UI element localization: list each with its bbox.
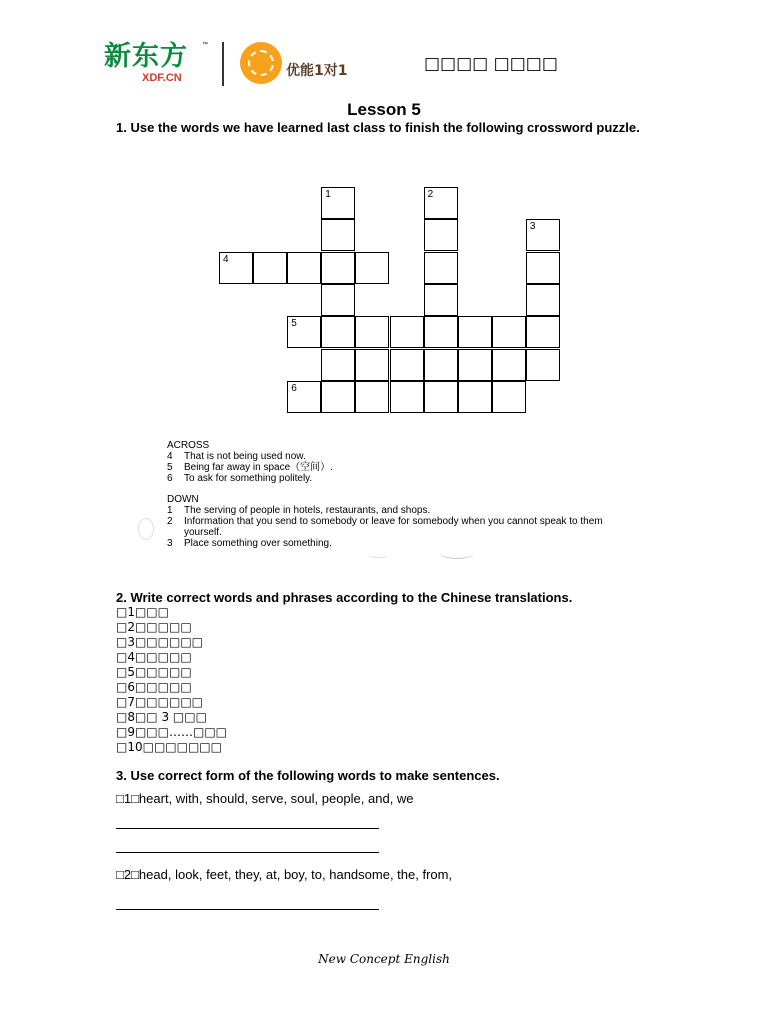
answer-line[interactable] <box>116 828 379 829</box>
crossword-cell[interactable] <box>321 316 355 348</box>
translation-item: □4□□□□□ <box>116 650 192 664</box>
crossword-cell[interactable] <box>424 349 458 381</box>
pencil-scribble <box>440 548 474 559</box>
crossword-cell[interactable] <box>390 381 424 413</box>
crossword-cell[interactable] <box>321 252 355 284</box>
lesson-title: Lesson 5 <box>347 100 421 119</box>
crossword-cell[interactable] <box>253 252 287 284</box>
crossword-cell[interactable] <box>390 316 424 348</box>
answer-line[interactable] <box>116 852 379 853</box>
crossword-cell[interactable] <box>321 219 355 251</box>
crossword-cell[interactable] <box>355 316 389 348</box>
translation-item: □9□□□……□□□ <box>116 725 227 739</box>
question-1-text: 1. Use the words we have learned last class to finish the following crossword puzzle. <box>116 120 640 135</box>
crossword-cell[interactable] <box>321 349 355 381</box>
crossword-cell[interactable] <box>219 252 253 284</box>
translation-item: □3□□□□□□ <box>116 635 203 649</box>
clue-text: That is not being used now. <box>184 451 306 462</box>
crossword-number: 4 <box>223 253 229 265</box>
crossword-cell[interactable] <box>526 349 560 381</box>
across-clue-6 <box>167 473 637 484</box>
crossword-cell[interactable] <box>526 219 560 251</box>
crossword-cell[interactable] <box>458 349 492 381</box>
translation-item: □6□□□□□ <box>116 680 192 694</box>
crossword-cell[interactable] <box>424 219 458 251</box>
crossword-cell[interactable] <box>424 284 458 316</box>
youneng-badge-icon <box>240 42 282 84</box>
clue-text: Place something over something. <box>184 538 332 549</box>
clue-number: 6 <box>167 473 173 484</box>
translation-item: □2□□□□□ <box>116 620 192 634</box>
crossword-cell[interactable] <box>458 381 492 413</box>
crossword-cell[interactable] <box>492 316 526 348</box>
pencil-scribble <box>368 551 388 558</box>
crossword-cell[interactable] <box>424 316 458 348</box>
xdf-logo-cn: 新东方 <box>104 41 188 72</box>
crossword-cell[interactable] <box>355 252 389 284</box>
crossword-cell[interactable] <box>492 349 526 381</box>
clue-number: 4 <box>167 451 173 462</box>
crossword-number: 2 <box>427 189 434 200</box>
crossword-cell[interactable] <box>390 349 424 381</box>
crossword-cell[interactable] <box>321 284 355 316</box>
across-heading: ACROSS <box>167 440 210 451</box>
question-2-text: 2. Write correct words and phrases according to the Chinese translations. <box>116 590 573 605</box>
crossword-cell[interactable] <box>287 316 321 348</box>
crossword-cell[interactable] <box>526 316 560 348</box>
pencil-scribble <box>138 518 154 540</box>
crossword-number: 1 <box>325 189 331 200</box>
crossword-cell[interactable] <box>321 381 355 413</box>
crossword-cell[interactable] <box>424 187 458 219</box>
crossword-number: 3 <box>529 221 536 233</box>
youneng-logo-text: 优能1对1 <box>286 63 348 79</box>
logo-divider <box>222 42 224 86</box>
crossword-cell[interactable] <box>287 252 321 284</box>
crossword-cell[interactable] <box>424 252 458 284</box>
crossword-cell[interactable] <box>424 381 458 413</box>
crossword-cell[interactable] <box>492 381 526 413</box>
clue-number: 2 <box>167 516 173 527</box>
clue-text: Being far away in space（空间）. <box>184 462 333 473</box>
crossword-cell[interactable] <box>526 252 560 284</box>
translation-item: □1□□□ <box>116 605 169 619</box>
clue-number: 5 <box>167 462 173 473</box>
crossword-cell[interactable] <box>321 187 355 219</box>
clue-text: Information that you send to somebody or leave for somebody when you cannot speak to them yourself. <box>184 516 603 538</box>
crossword-number: 5 <box>291 318 297 330</box>
xdf-logo <box>104 41 208 86</box>
crossword-cell[interactable] <box>287 381 321 413</box>
crossword-cell[interactable] <box>355 381 389 413</box>
clue-text: The serving of people in hotels, restaurants, and shops. <box>184 505 431 516</box>
down-clue-2 <box>167 516 637 538</box>
across-clue-4 <box>167 451 637 462</box>
crossword-cell[interactable] <box>526 284 560 316</box>
crossword-cell[interactable] <box>458 316 492 348</box>
xdf-logo-en: XDF.CN <box>142 72 182 84</box>
xdf-logo-tm: ™ <box>202 42 208 48</box>
down-clue-3 <box>167 538 637 549</box>
across-clue-5 <box>167 462 637 473</box>
translation-item: □8□□ 3 □□□ <box>116 710 207 724</box>
translation-item: □5□□□□□ <box>116 665 192 679</box>
clue-number: 1 <box>167 505 173 516</box>
translation-item: □7□□□□□□ <box>116 695 203 709</box>
header-title: □□□□ □□□□ <box>424 54 558 74</box>
crossword-clues <box>167 440 637 549</box>
sentence-prompt-2: □2□head, look, feet, they, at, boy, to, handsome, the, from, <box>116 867 453 882</box>
down-clue-1 <box>167 505 637 516</box>
translation-item: □10□□□□□□□ <box>116 740 222 754</box>
crossword-cell[interactable] <box>355 349 389 381</box>
youneng-logo <box>240 42 360 86</box>
sentence-prompt-1: □1□heart, with, should, serve, soul, people, and, we <box>116 791 414 806</box>
question-3-text: 3. Use correct form of the following words to make sentences. <box>116 768 500 783</box>
footer-brand: New Concept English <box>318 952 450 966</box>
translation-list <box>116 605 227 755</box>
clue-number: 3 <box>167 538 173 549</box>
down-heading: DOWN <box>167 494 199 505</box>
crossword-number: 6 <box>291 382 297 394</box>
clue-text: To ask for something politely. <box>184 473 313 484</box>
answer-line[interactable] <box>116 909 379 910</box>
